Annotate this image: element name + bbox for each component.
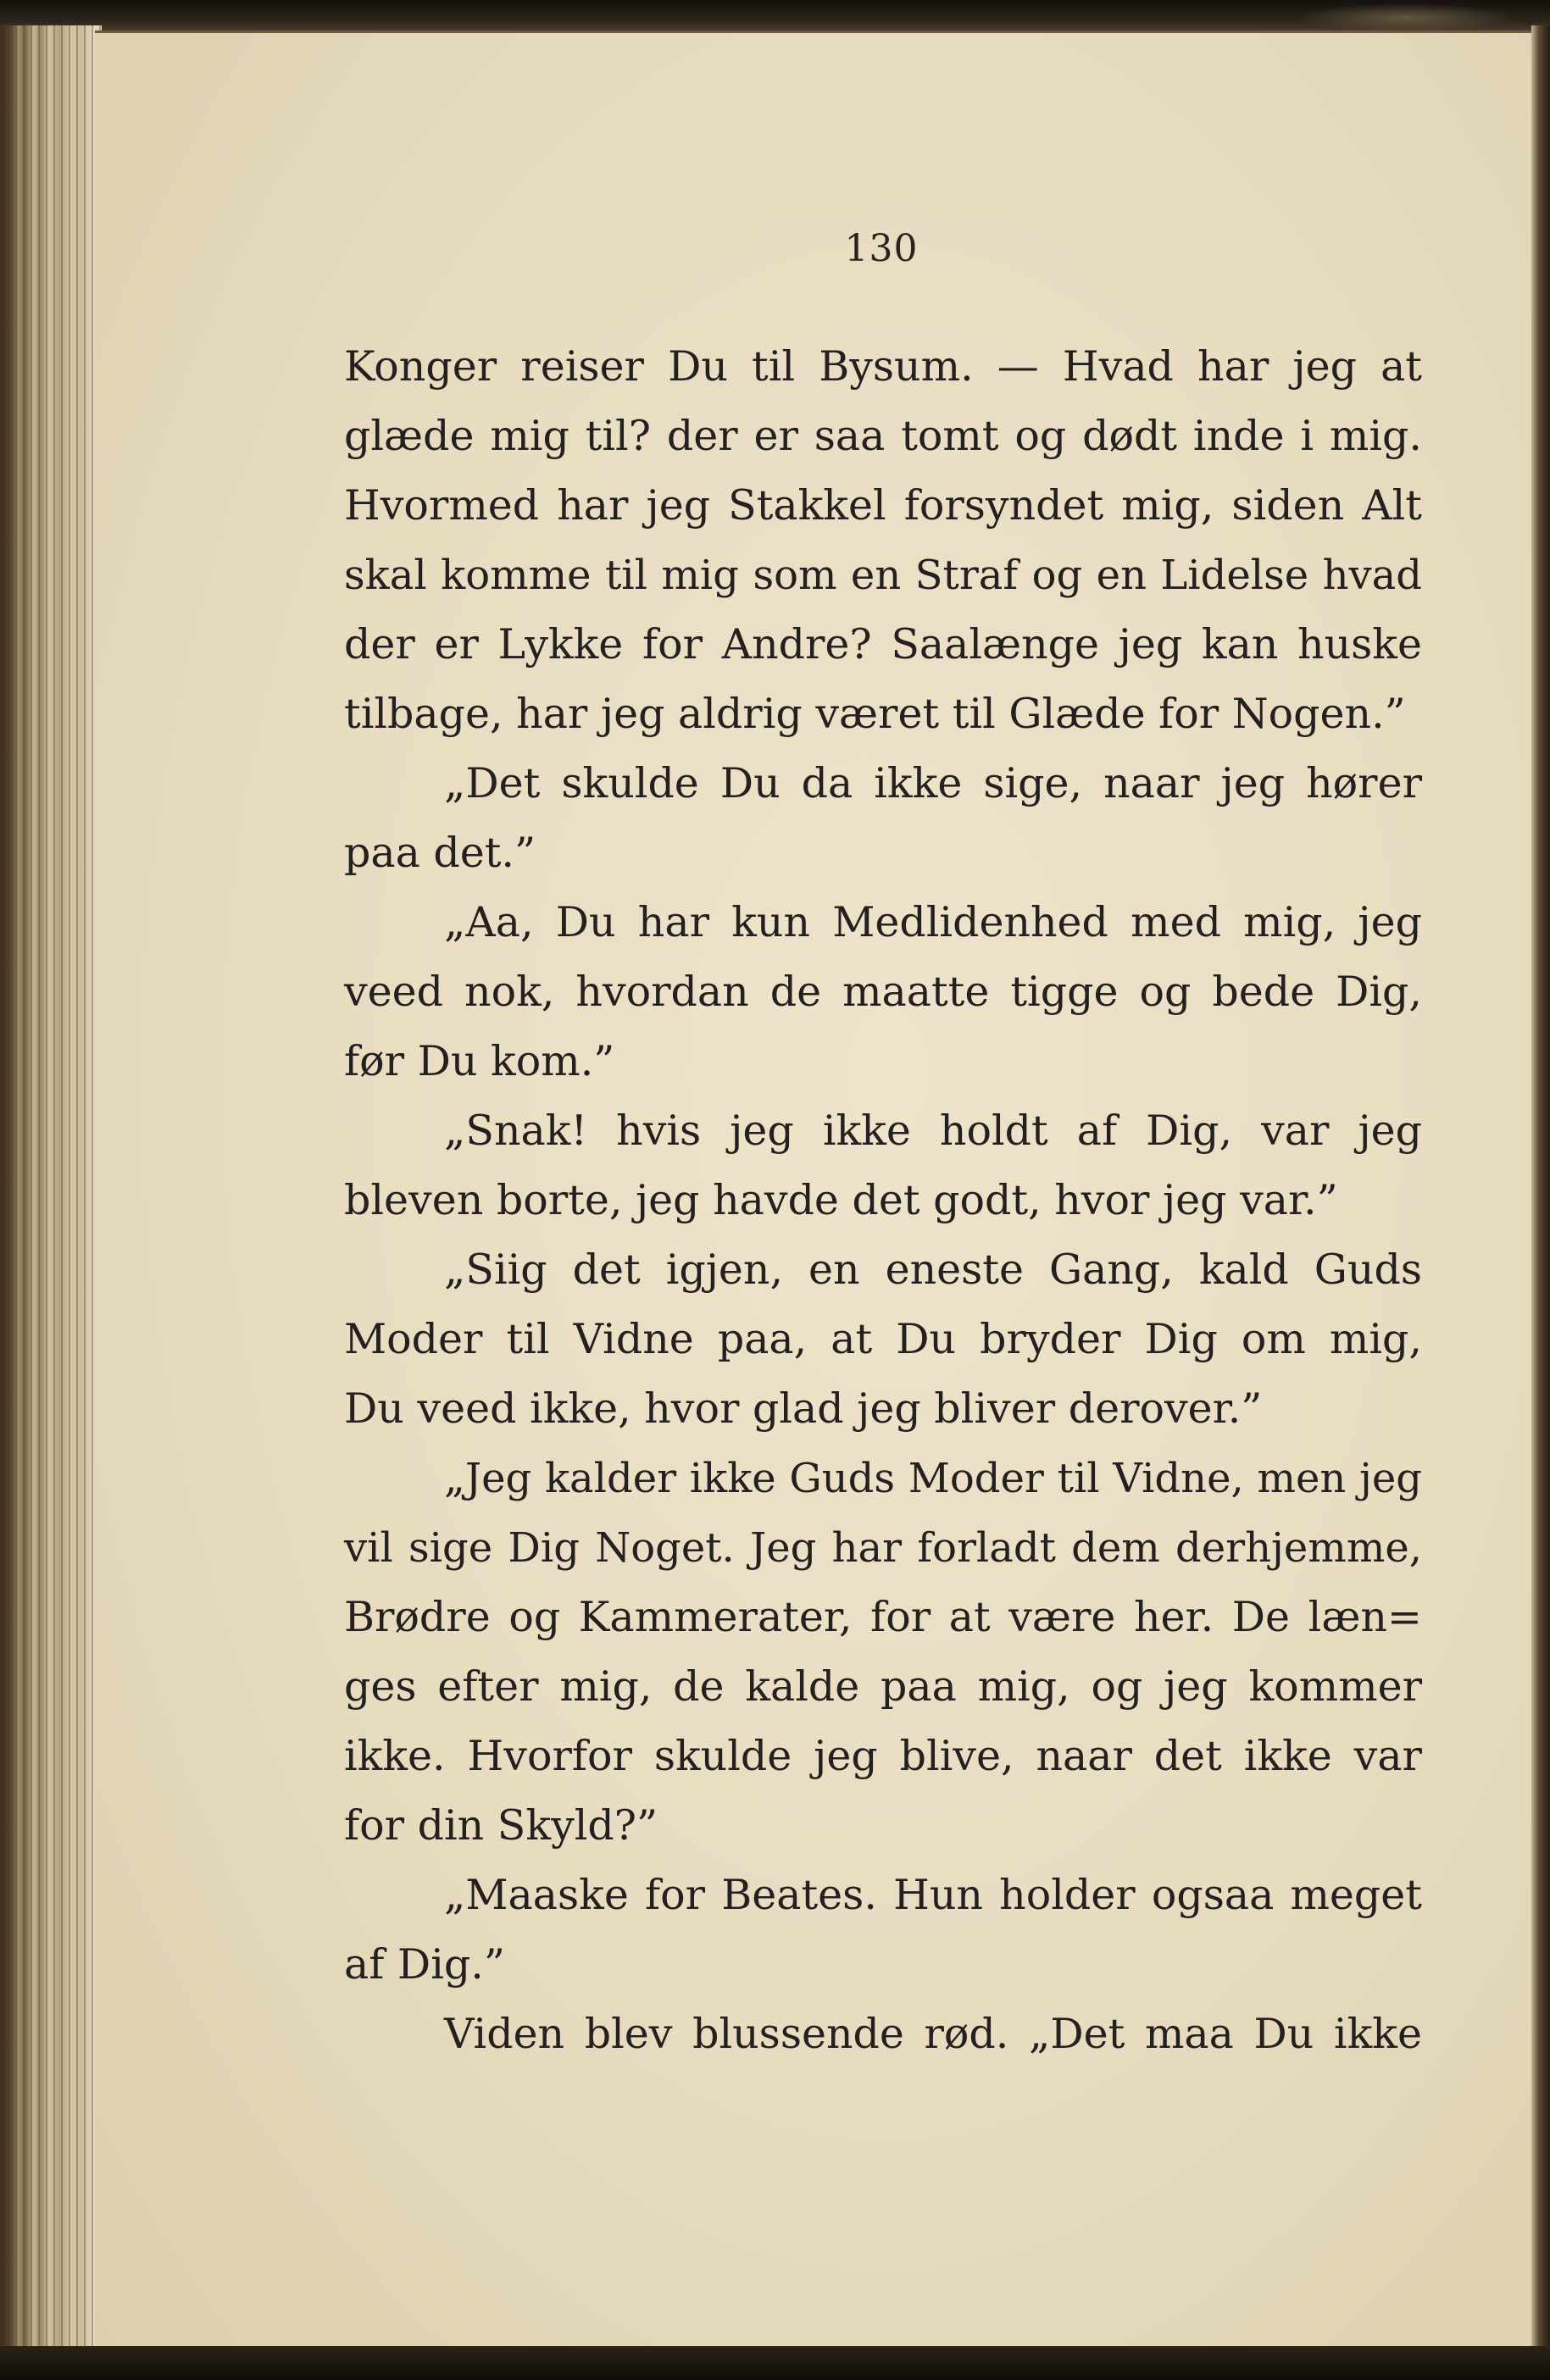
right-page-edge: [1531, 25, 1550, 2380]
text-line: „Jeg kalder ikke Guds Moder til Vidne, men jeg: [444, 1455, 1422, 1502]
text-line: for din Skyld?”: [344, 1801, 658, 1850]
text-line: bleven borte, jeg havde det godt, hvor jeg var.”: [344, 1176, 1338, 1224]
text-line: „Maaske for Beates. Hun holder ogsaa meget: [444, 1871, 1422, 1919]
text-line: Du veed ikke, hvor glad jeg bliver derover.”: [344, 1384, 1263, 1433]
body-text: [344, 332, 1422, 2069]
text-line: „Siig det igjen, en eneste Gang, kald Guds: [444, 1245, 1422, 1294]
text-line: ikke. Hvorfor skulde jeg blive, naar det ikke var: [344, 1732, 1422, 1780]
text-line: veed nok, hvordan de maatte tigge og bede Dig,: [344, 968, 1422, 1016]
bottom-page-edge: [0, 2346, 1550, 2380]
book-spine-gutter: [0, 25, 102, 2380]
text-line: skal komme til mig som en Straf og en Lidelse hvad: [344, 552, 1422, 599]
text-line: „Aa, Du har kun Medlidenhed med mig, jeg: [444, 898, 1422, 946]
text-line: ges efter mig, de kalde paa mig, og jeg kommer: [344, 1662, 1422, 1711]
text-line: før Du kom.”: [344, 1037, 615, 1085]
text-line: Hvormed har jeg Stakkel forsyndet mig, siden Alt: [344, 481, 1422, 530]
text-line: Viden blev blussende rød. „Det maa Du ikke: [444, 2010, 1422, 2058]
text-line: paa det.”: [344, 829, 536, 877]
text-line: vil sige Dig Noget. Jeg har forladt dem derhjemme,: [344, 1524, 1422, 1572]
page-number: 130: [844, 227, 919, 270]
text-line: glæde mig til? der er saa tomt og dødt inde i mig.: [344, 412, 1422, 460]
text-line: Brødre og Kammerater, for at være her. De læn=: [344, 1593, 1422, 1641]
text-line: der er Lykke for Andre? Saalænge jeg kan huske: [344, 620, 1422, 669]
text-line: „Snak! hvis jeg ikke holdt af Dig, var jeg: [444, 1107, 1422, 1155]
text-line: af Dig.”: [344, 1940, 505, 1989]
text-line: Moder til Vidne paa, at Du bryder Dig om mig,: [344, 1315, 1422, 1363]
text-line: tilbage, har jeg aldrig været til Glæde for Nogen.”: [344, 690, 1406, 738]
text-line: Konger reiser Du til Bysum. — Hvad har jeg at: [344, 342, 1422, 391]
text-line: „Det skulde Du da ikke sige, naar jeg hører: [444, 759, 1422, 807]
